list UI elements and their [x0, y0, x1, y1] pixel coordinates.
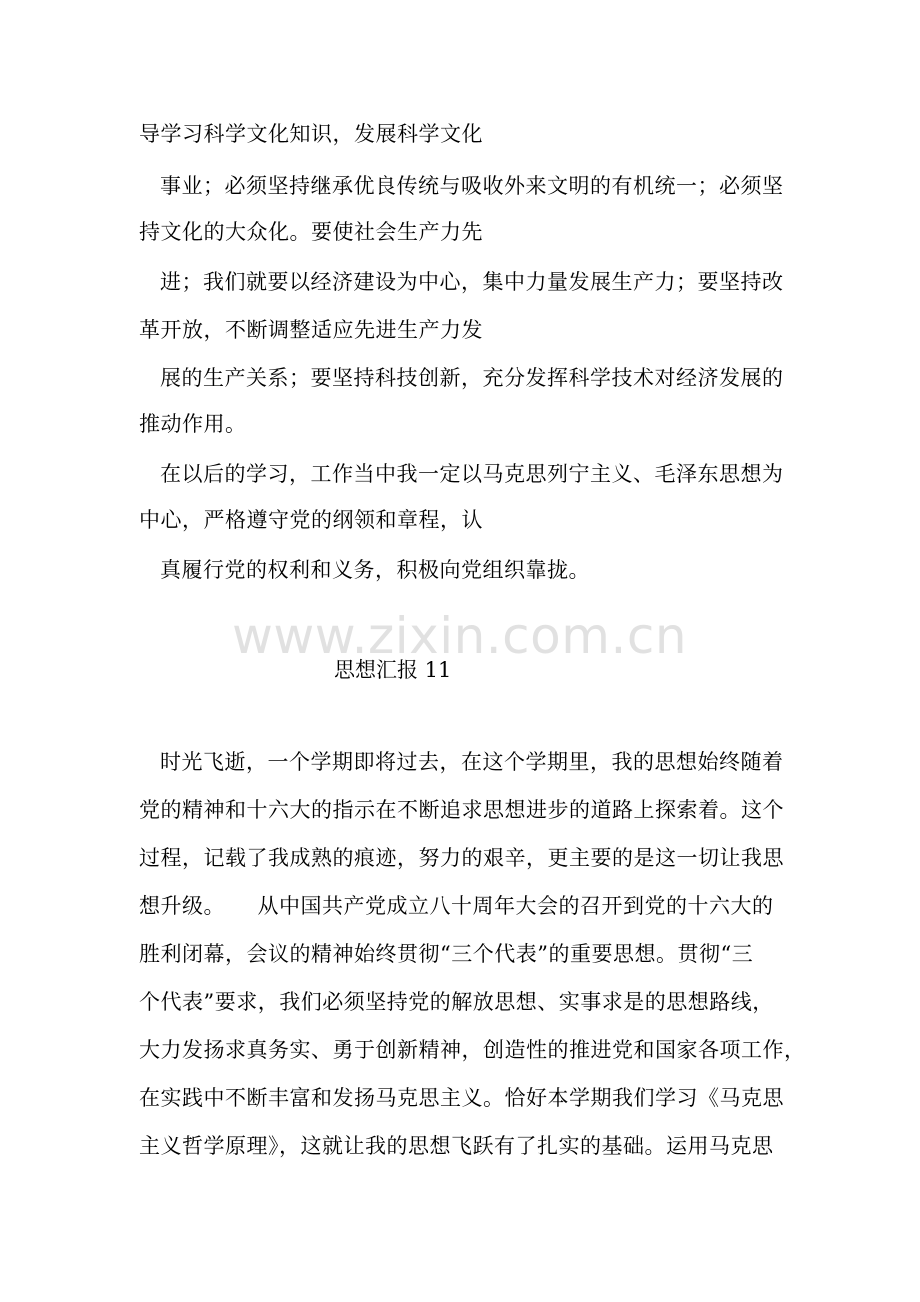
paragraph-line: 革开放，不断调整适应先进生产力发	[139, 318, 483, 342]
paragraph-line: 过程，记载了我成熟的痕迹，努力的艰辛，更主要的是这一切让我思	[139, 846, 784, 870]
paragraph-line: 进；我们就要以经济建设为中心，集中力量发展生产力；要坚持改	[160, 270, 784, 294]
watermark: www.zixin.com.cn	[232, 607, 688, 665]
paragraph-line: 导学习科学文化知识，发展科学文化	[139, 122, 483, 146]
paragraph-line: 胜利闭幕，会议的精神始终贯彻“三个代表”的重要思想。贯彻“三	[139, 942, 754, 966]
paragraph-line: 在实践中不断丰富和发扬马克思主义。恰好本学期我们学习《马克思	[139, 1086, 784, 1110]
paragraph-line: 展的生产关系；要坚持科技创新，充分发挥科学技术对经济发展的	[160, 366, 784, 390]
paragraph-line: 持文化的大众化。要使社会生产力先	[139, 220, 483, 244]
paragraph-line: 时光飞逝，一个学期即将过去，在这个学期里，我的思想始终随着	[160, 750, 784, 774]
paragraph-line: 事业；必须坚持继承优良传统与吸收外来文明的有机统一；必须坚	[160, 174, 784, 198]
section-heading: 思想汇报 11	[334, 658, 452, 682]
paragraph-line: 推动作用。	[139, 412, 247, 436]
paragraph-line: 中心，严格遵守党的纲领和章程，认	[139, 508, 483, 532]
paragraph-line: 个代表”要求，我们必须坚持党的解放思想、实事求是的思想路线，	[139, 990, 774, 1014]
paragraph-line: 在以后的学习，工作当中我一定以马克思列宁主义、毛泽东思想为	[160, 462, 784, 486]
paragraph-line: 大力发扬求真务实、勇于创新精神，创造性的推进党和国家各项工作，	[139, 1038, 806, 1062]
paragraph-line: 想升级。 从中国共产党成立八十周年大会的召开到党的十六大的	[139, 894, 774, 918]
paragraph-line: 主义哲学原理》，这就让我的思想飞跃有了扎实的基础。运用马克思	[139, 1134, 774, 1158]
paragraph-line: 党的精神和十六大的指示在不断追求思想进步的道路上探索着。这个	[139, 798, 784, 822]
paragraph-line: 真履行党的权利和义务，积极向党组织靠拢。	[160, 558, 590, 582]
